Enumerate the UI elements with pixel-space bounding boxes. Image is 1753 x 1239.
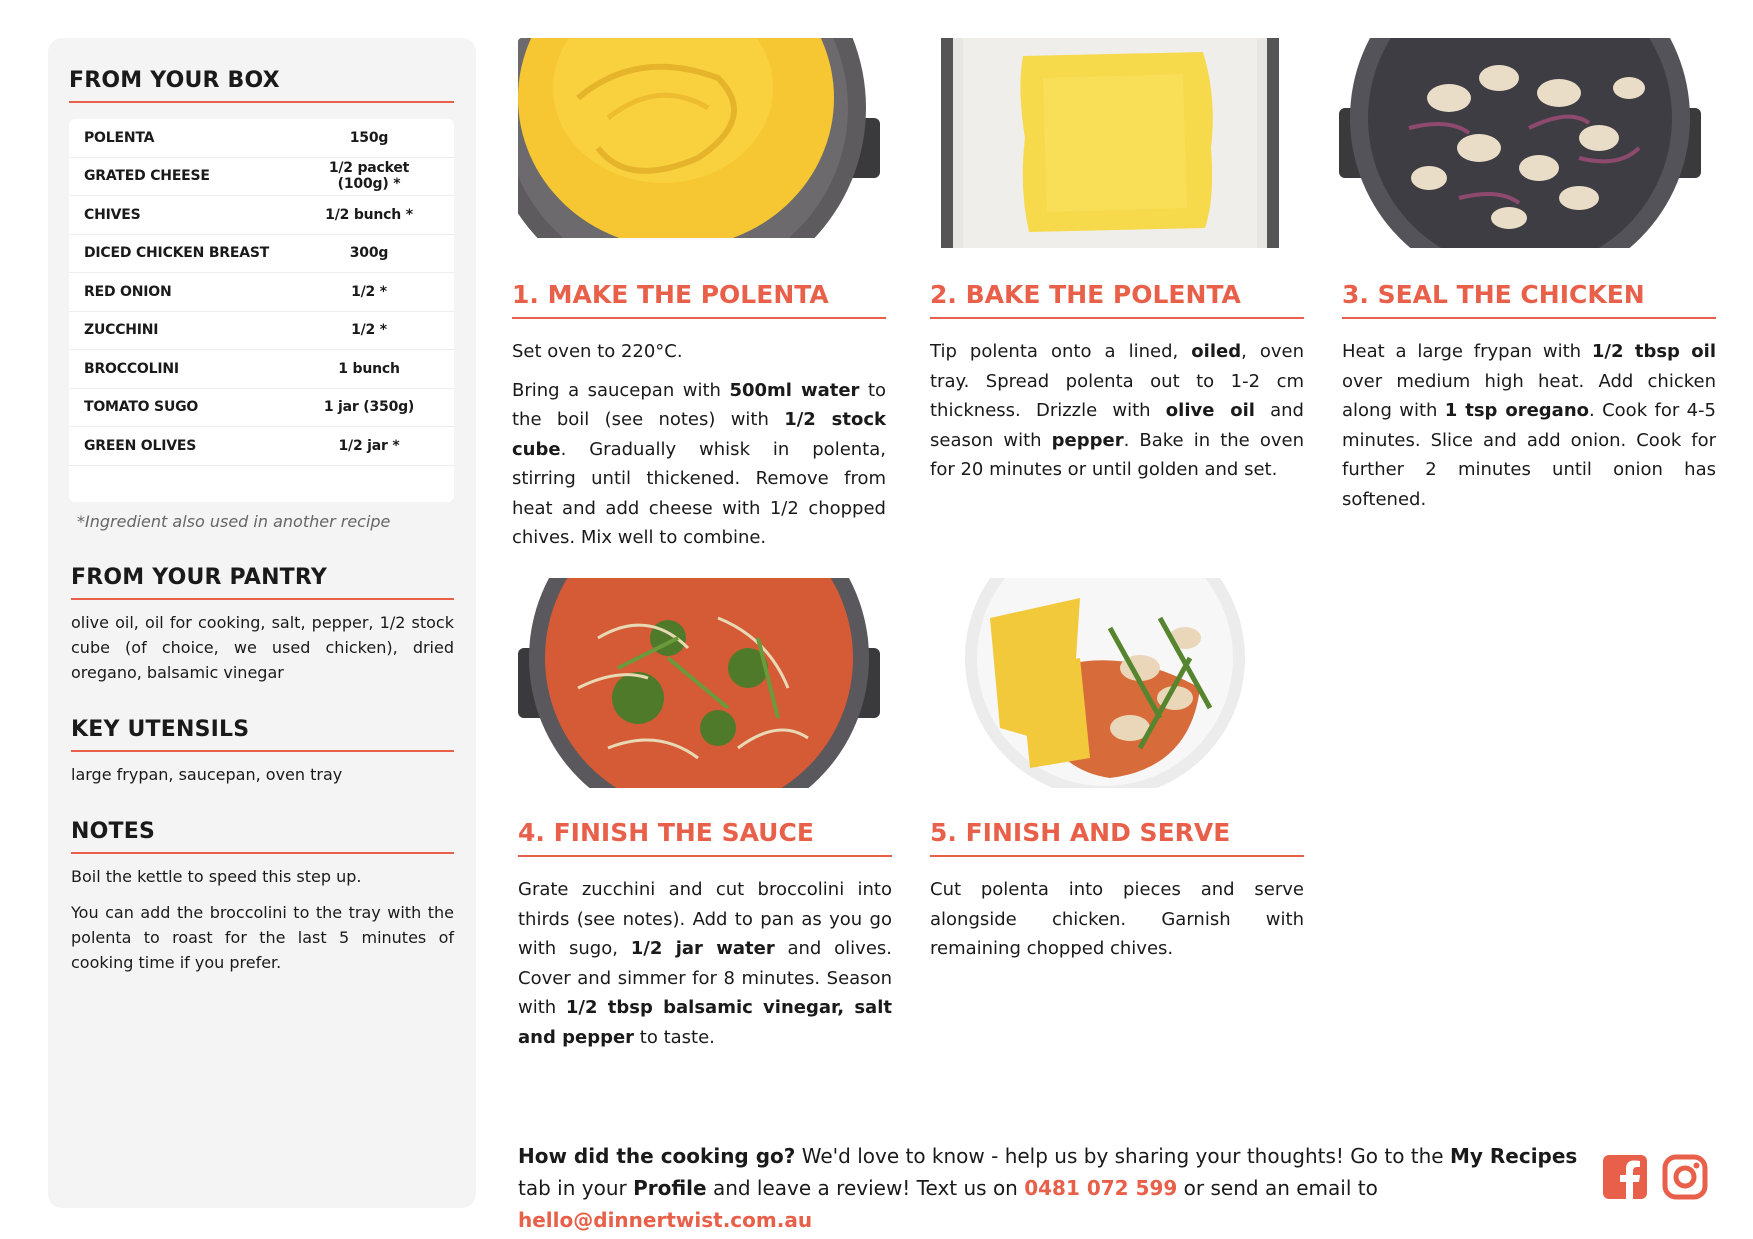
ingredient-row <box>69 196 454 235</box>
step-2-text-c: , oven tray. Spread polenta out to 1-2 cm thickness. Drizzle with <box>930 341 1305 421</box>
ingredient-qty: 1/2 bunch * <box>325 206 413 223</box>
note-2: You can add the broccolini to the tray with the polenta to roast for the last 5 minutes of cooking time if you prefer. <box>71 902 454 972</box>
ingredient-row <box>69 427 454 466</box>
notes-text <box>71 864 454 975</box>
email-link[interactable]: hello@dinnertwist.com.au <box>518 1208 813 1232</box>
ingredient-qty: 1/2 jar * <box>338 437 400 454</box>
step-4-text <box>518 875 892 1061</box>
ingredient-row <box>69 235 454 274</box>
ingredient-row <box>69 158 454 197</box>
step-1-stock: 1/2 stock cube <box>512 409 887 460</box>
step-2-text-e: and season with <box>930 400 1304 451</box>
utensils-items: large frypan, saucepan, oven tray <box>71 764 343 784</box>
footer-text-1: We'd love to know - help us by sharing your thoughts! Go to the <box>795 1144 1450 1168</box>
feedback-footer <box>518 1140 1578 1236</box>
ingredient-name: RED ONION <box>84 283 172 300</box>
ingredients-sidebar <box>48 38 476 1208</box>
pantry-section <box>71 565 454 685</box>
step-1-para-2 <box>512 376 886 553</box>
ingredient-name: POLENTA <box>84 129 155 146</box>
step-1-text-c: to the boil (see notes) with <box>512 379 887 430</box>
step-2-pepper: pepper <box>1051 429 1124 451</box>
ingredient-qty: 1/2 * <box>351 283 387 300</box>
shared-ingredient-note: *Ingredient also used in another recipe <box>77 511 391 531</box>
ingredient-row <box>69 389 454 428</box>
step-2-olive-oil: olive oil <box>1165 400 1255 421</box>
step-2-oiled: oiled <box>1191 341 1242 362</box>
pantry-heading: FROM YOUR PANTRY <box>71 565 454 600</box>
ingredient-qty: 1 bunch <box>338 360 400 377</box>
step-4-photo <box>518 578 880 788</box>
step-3-title: 3. SEAL THE CHICKEN <box>1342 280 1716 319</box>
step-2-para <box>930 337 1304 485</box>
utensils-text <box>71 762 454 787</box>
step-3-photo <box>1339 38 1701 248</box>
step-3-oregano: 1 tsp oregano <box>1444 400 1590 421</box>
phone-link[interactable]: 0481 072 599 <box>1024 1176 1178 1200</box>
step-2-text-a: Tip polenta onto a lined, <box>930 341 1192 362</box>
ingredient-name: BROCCOLINI <box>84 360 179 377</box>
step-4-water: 1/2 jar water <box>630 938 775 959</box>
footer-text-2: tab in your <box>518 1176 634 1200</box>
step-1-photo <box>518 38 880 248</box>
ingredient-name: ZUCCHINI <box>84 322 159 339</box>
step-4-para <box>518 875 892 1052</box>
footer-text-3: and leave a review! Text us on <box>706 1176 1025 1200</box>
ingredient-row <box>69 350 454 389</box>
step-4-text-a: Grate zucchini and cut broccolini into thirds (see notes). Add to pan as you go with sugo, <box>518 879 892 959</box>
pantry-text <box>71 610 454 685</box>
ingredient-name: CHIVES <box>84 206 141 223</box>
step-3-text <box>1342 337 1716 523</box>
footer-text-4: or send an email to <box>1177 1176 1378 1200</box>
my-recipes-label: My Recipes <box>1449 1144 1578 1168</box>
ingredient-row <box>69 312 454 351</box>
ingredient-name: GREEN OLIVES <box>84 437 197 454</box>
footer-question: How did the cooking go? <box>518 1144 796 1168</box>
step-1-water: 500ml water <box>729 379 860 401</box>
step-1-text-e: . Gradually whisk in polenta, stirring until thickened. Remove from heat and add cheese with 1/2 chopped chives. Mix well to combine. <box>512 438 886 548</box>
step-1-para-1: Set oven to 220°C. <box>512 341 683 362</box>
step-3-text-c: over medium high heat. Add chicken along with <box>1342 370 1716 421</box>
step-4-text-e: to taste. <box>634 1026 715 1048</box>
ingredients-table <box>69 119 454 502</box>
step-2-photo <box>933 38 1287 248</box>
utensils-heading: KEY UTENSILS <box>71 717 454 752</box>
step-5-para: Cut polenta into pieces and serve alongside chicken. Garnish with remaining chopped chives. <box>930 879 1304 959</box>
profile-label: Profile <box>633 1176 707 1200</box>
step-3-text-a: Heat a large frypan with <box>1342 341 1592 362</box>
ingredient-qty: 300g <box>349 245 389 262</box>
facebook-icon[interactable] <box>1602 1154 1648 1200</box>
step-4-seasoning: 1/2 tbsp balsamic vinegar, salt and pepper <box>518 997 892 1048</box>
from-your-box-heading: FROM YOUR BOX <box>69 68 454 103</box>
step-4-text-c: and olives. Cover and simmer for 8 minutes. Season with <box>518 938 892 1018</box>
step-2-text-g: . Bake in the oven for 20 minutes or until golden and set. <box>930 429 1304 480</box>
notes-section <box>71 819 454 975</box>
step-3-text-e: . Cook for 4-5 minutes. Slice and add onion. Cook for further 2 minutes until onion has softened. <box>1342 400 1716 510</box>
ingredient-name: TOMATO SUGO <box>84 399 199 416</box>
pantry-items: olive oil, oil for cooking, salt, pepper, 1/2 stock cube (of choice, we used chicken), dried oregano, balsamic vinegar <box>71 612 454 682</box>
step-5-text <box>930 875 1304 973</box>
ingredient-name: DICED CHICKEN BREAST <box>84 245 270 262</box>
step-1-text-a: Bring a saucepan with <box>512 379 730 401</box>
ingredient-qty: 150g <box>349 129 389 146</box>
step-3-para <box>1342 337 1716 514</box>
step-2-title: 2. BAKE THE POLENTA <box>930 280 1304 319</box>
ingredient-qty: 1/2 * <box>351 322 387 339</box>
ingredient-row <box>69 273 454 312</box>
step-4-title: 4. FINISH THE SAUCE <box>518 818 892 857</box>
note-1: Boil the kettle to speed this step up. <box>71 866 362 886</box>
step-1-text <box>512 337 886 562</box>
step-3-oil: 1/2 tbsp oil <box>1591 341 1716 362</box>
notes-heading: NOTES <box>71 819 454 854</box>
step-1-title: 1. MAKE THE POLENTA <box>512 280 886 319</box>
ingredient-name: GRATED CHEESE <box>84 168 210 185</box>
ingredient-qty: 1/2 packet (100g) * <box>328 160 410 193</box>
utensils-section <box>71 717 454 787</box>
instagram-icon[interactable] <box>1662 1154 1708 1200</box>
ingredient-row <box>69 119 454 158</box>
ingredient-qty: 1 jar (350g) <box>323 399 415 416</box>
step-5-title: 5. FINISH AND SERVE <box>930 818 1304 857</box>
step-5-photo <box>960 578 1250 788</box>
step-2-text <box>930 337 1304 494</box>
